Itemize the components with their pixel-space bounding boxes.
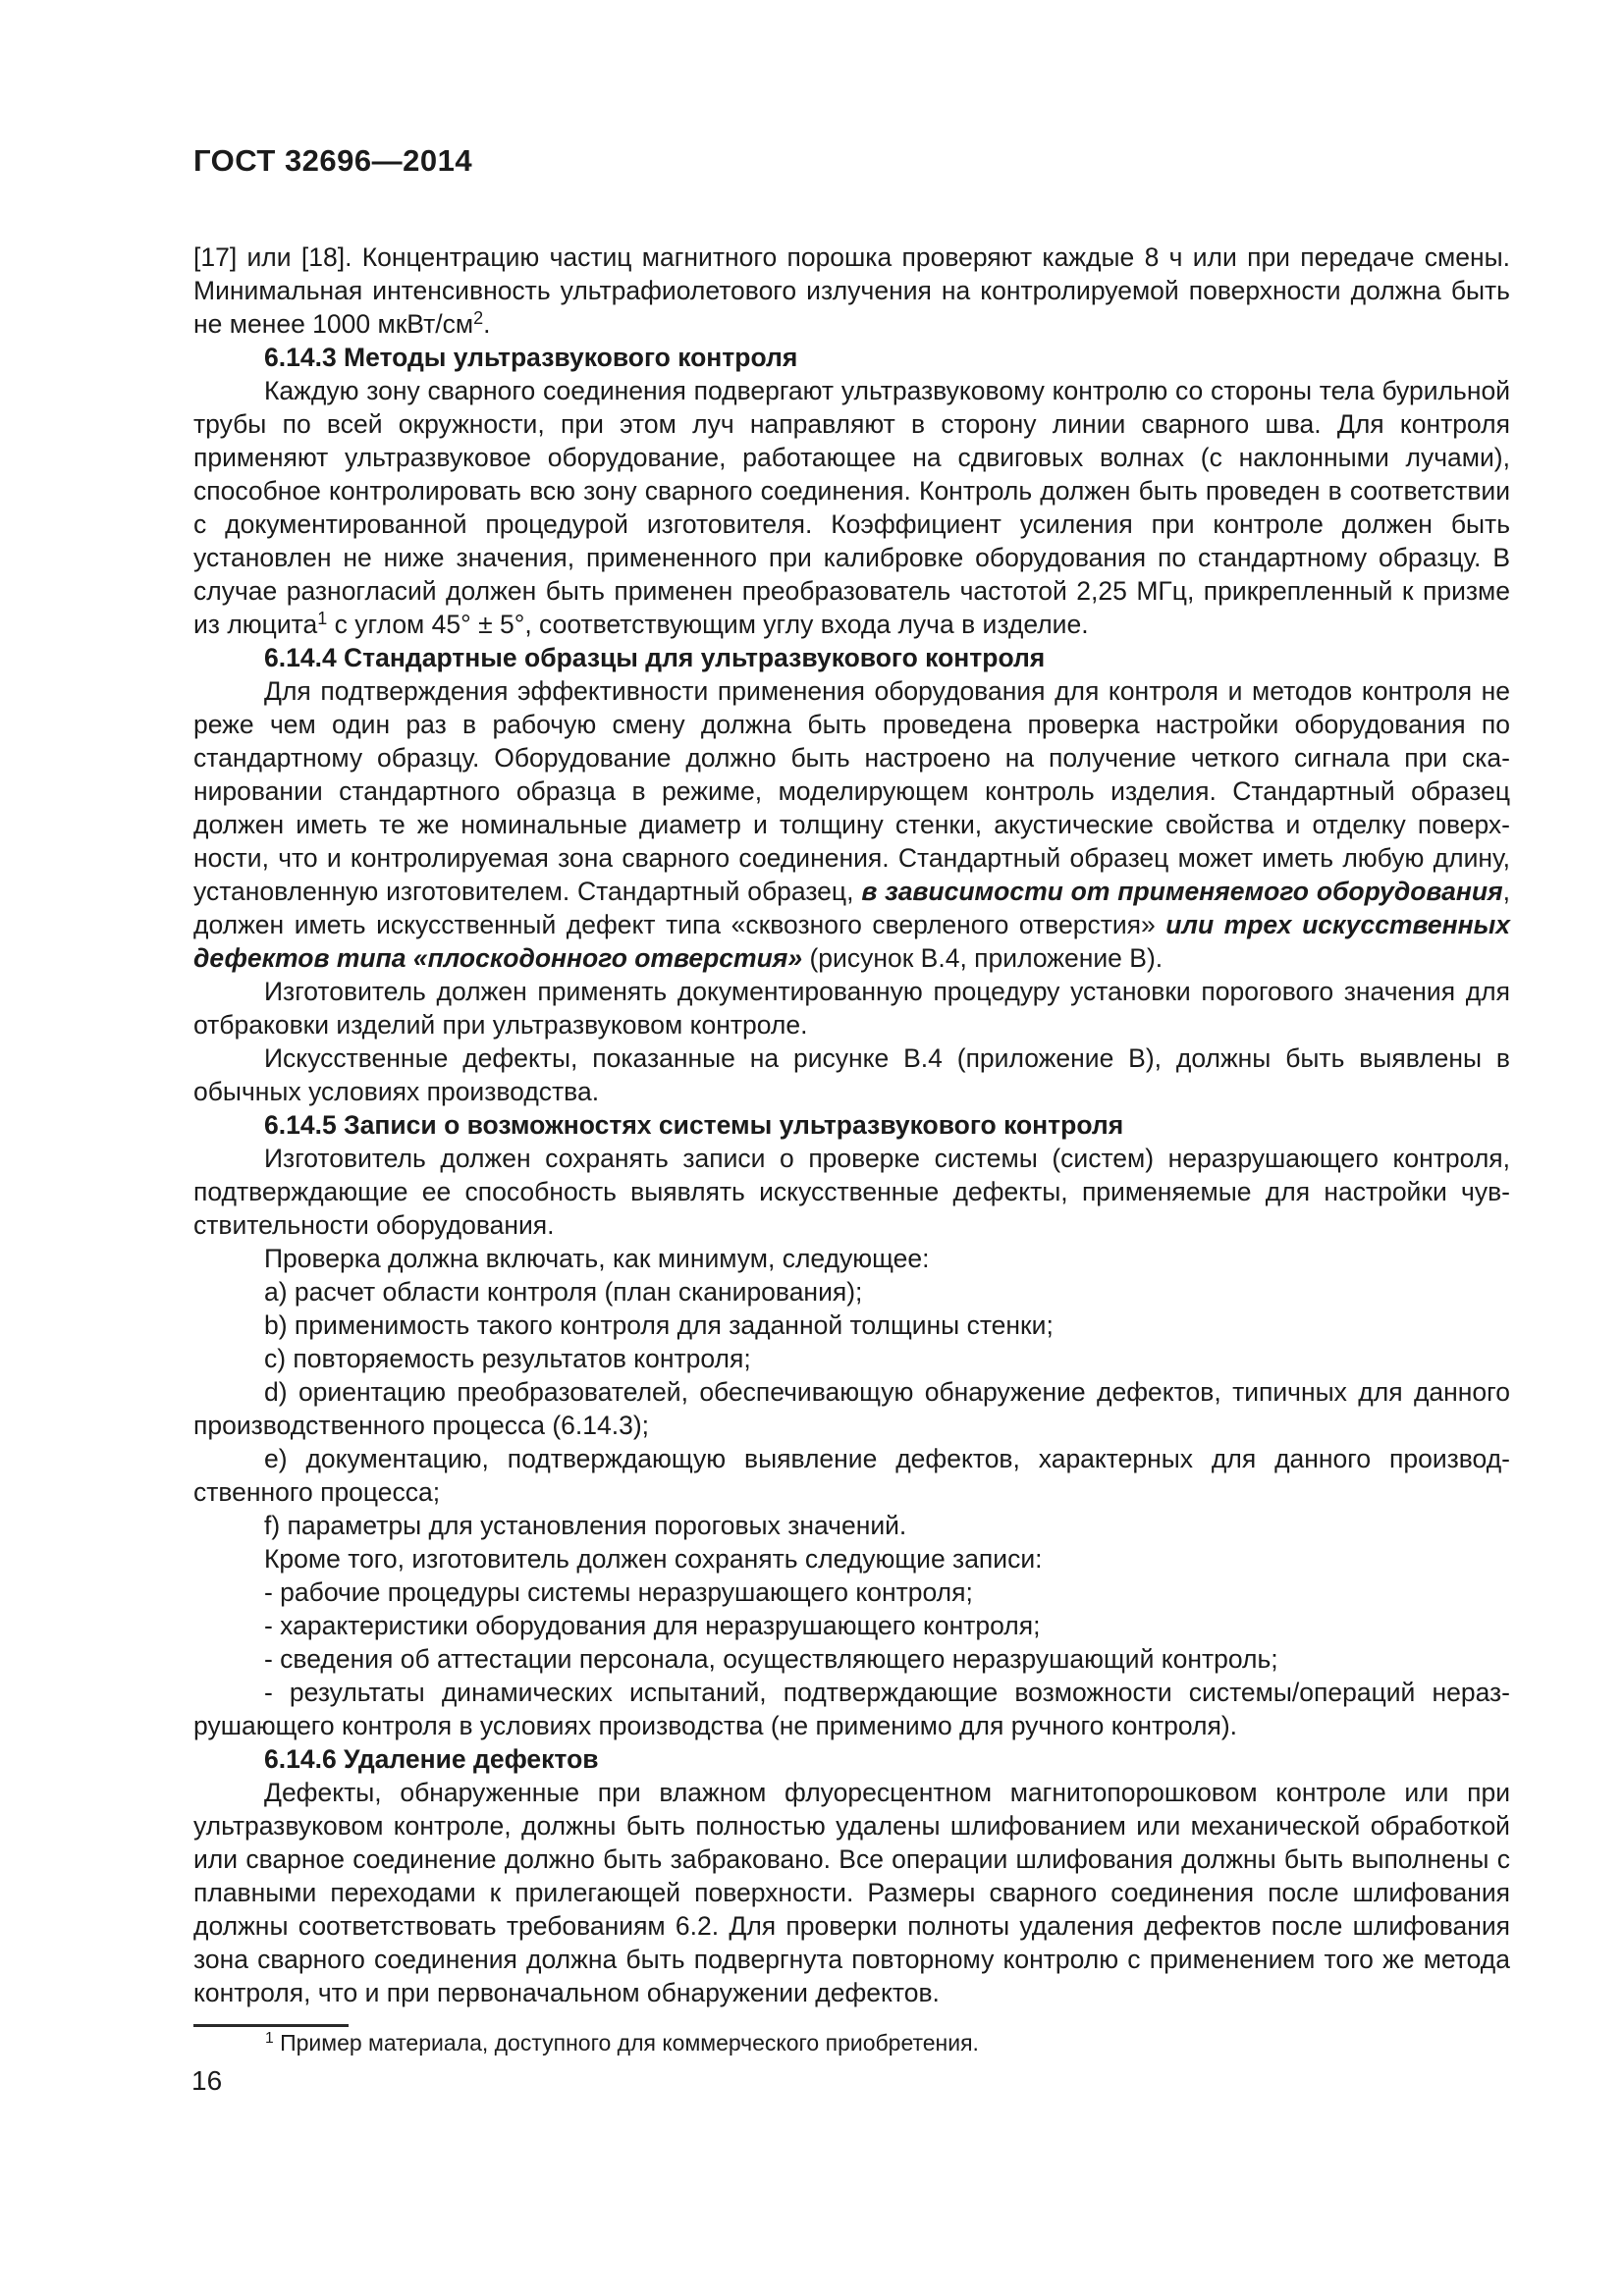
footnote-text: Пример материала, доступного для коммерческого приобретения. [280, 2030, 979, 2056]
paragraph: Изготовитель должен применять документированную процедуру установки порогового значения для отбраковки изделий при ультразвуковом контроле. [193, 977, 1510, 1040]
paragraph: b) применимость такого контроля для заданной толщины стенки; [264, 1310, 1054, 1340]
paragraph: [17] или [18]. Концентрацию частиц магнитного порошка проверяют каждые 8 ч или при передаче смены. Минимальная интенсивность ультрафиолетового излучения на контролируемой поверхности должна быть не менее 1000 мкВт/$см^2$. [193, 242, 1510, 339]
paragraph: Искусственные дефекты, показанные на рисунке В.4 (приложение В), должны быть выявлены в обычных условиях производства. [193, 1043, 1510, 1106]
paragraph: Кроме того, изготовитель должен сохранять следующие записи: [264, 1544, 1043, 1574]
document-content [193, 240, 1510, 2009]
footnote-marker: 1 [265, 2030, 274, 2048]
section-heading: 6.14.3 Методы ультразвукового контроля [264, 343, 798, 372]
paragraph: d) ориентацию преобразователей, обеспечивающую обнаружение дефектов, типичных для данного производственного процесса (6.14.3); [193, 1377, 1510, 1440]
paragraph: - характеристики оборудования для неразрушающего контроля; [264, 1611, 1041, 1640]
paragraph: a) расчет области контроля (план сканирования); [264, 1277, 863, 1307]
paragraph: Проверка должна включать, как минимум, следующее: [264, 1244, 930, 1273]
page-number: 16 [191, 2065, 223, 2096]
paragraph: - рабочие процедуры системы неразрушающего контроля; [264, 1577, 973, 1607]
paragraph: e) документацию, подтверждающую выявление дефектов, характерных для данного производственного процесса; [193, 1444, 1510, 1507]
section-heading: 6.14.6 Удаление дефектов [264, 1744, 599, 1774]
section-heading: 6.14.5 Записи о возможностях системы ультразвукового контроля [264, 1110, 1124, 1140]
footnote-divider [193, 2024, 349, 2027]
paragraph: Дефекты, обнаруженные при влажном флуоресцентном магнитопорошковом контроле или при ультразвуковом контроле, должны быть полностью удалены шлифованием или механической обработкой или сварное соединение должно быть забраковано. Все операции шлифования должны быть выполнены с плавными переходами к прилегающей поверхности. Размеры сварного соединения после шлифования должны соответствовать требованиям 6.2. Для проверки полноты удаления дефектов после шлифования зона сварного соединения должна быть подвергнута повторному контролю с применением того же метода контроля, что и при первоначальном обнаружении дефектов. [193, 1778, 1510, 2007]
paragraph: Каждую зону сварного соединения подвергают ультразвуковому контролю со стороны тела бурильной трубы по всей окружности, при этом луч направляют в сторону линии сварного шва. Для контроля применяют ультразвуковое оборудование, работающее на сдвиговых волнах (с наклонными лучами), способное контролировать всю зону сварного соединения. Контроль должен быть проведен в соответствии с документированной процедурой изготовителя. Коэффициент усиления при контроле должен быть установлен не ниже значения, примененного при калибровке оборудования по стандартному образцу. В случае разногласий должен быть применен преобразователь частотой 2,25 МГц, прикрепленный к призме из люцита$^1$ с углом 45° ± 5°, соответствующим углу входа луча в изделие. [193, 376, 1510, 639]
paragraph: Для подтверждения эффективности применения оборудования для контроля и методов контроля не реже чем один раз в рабочую смену должна быть проведена проверка настройки оборудования по стандартному образцу. Оборудование должно быть настроено на получение четкого сигнала при сканировании стандартного образца в режиме, моделирующем контроль изделия. Стандартный образец должен иметь те же номинальные диаметр и толщину стенки, акустические свойства и отделку поверхности, что и контролируемая зона сварного соединения. Стандартный образец может иметь любую длину, установленную изготовителем. Стандартный образец, в зависимости от применяемого оборудования, должен иметь искусственный дефект типа «сквозного сверленого отверстия» или трех искусственных дефектов типа «плоскодонного отверстия» (рисунок В.4, приложение В). [193, 676, 1511, 973]
paragraph: Изготовитель должен сохранять записи о проверке системы (систем) неразрушающего контроля, подтверждающие ее способность выявлять искусственные дефекты, применяемые для настройки чувствительности оборудования. [193, 1144, 1510, 1240]
paragraph: - результаты динамических испытаний, подтверждающие возможности системы/операций неразрушающего контроля в условиях производства (не применимо для ручного контроля). [193, 1678, 1510, 1740]
section-heading: 6.14.4 Стандартные образцы для ультразвукового контроля [264, 643, 1046, 672]
footnote [193, 2028, 1510, 2057]
standard-number: ГОСТ 32696—2014 [193, 143, 473, 178]
paragraph: f) параметры для установления пороговых значений. [264, 1511, 907, 1540]
paragraph: c) повторяемость результатов контроля; [264, 1344, 751, 1373]
paragraph: - сведения об аттестации персонала, осуществляющего неразрушающий контроль; [264, 1644, 1278, 1674]
